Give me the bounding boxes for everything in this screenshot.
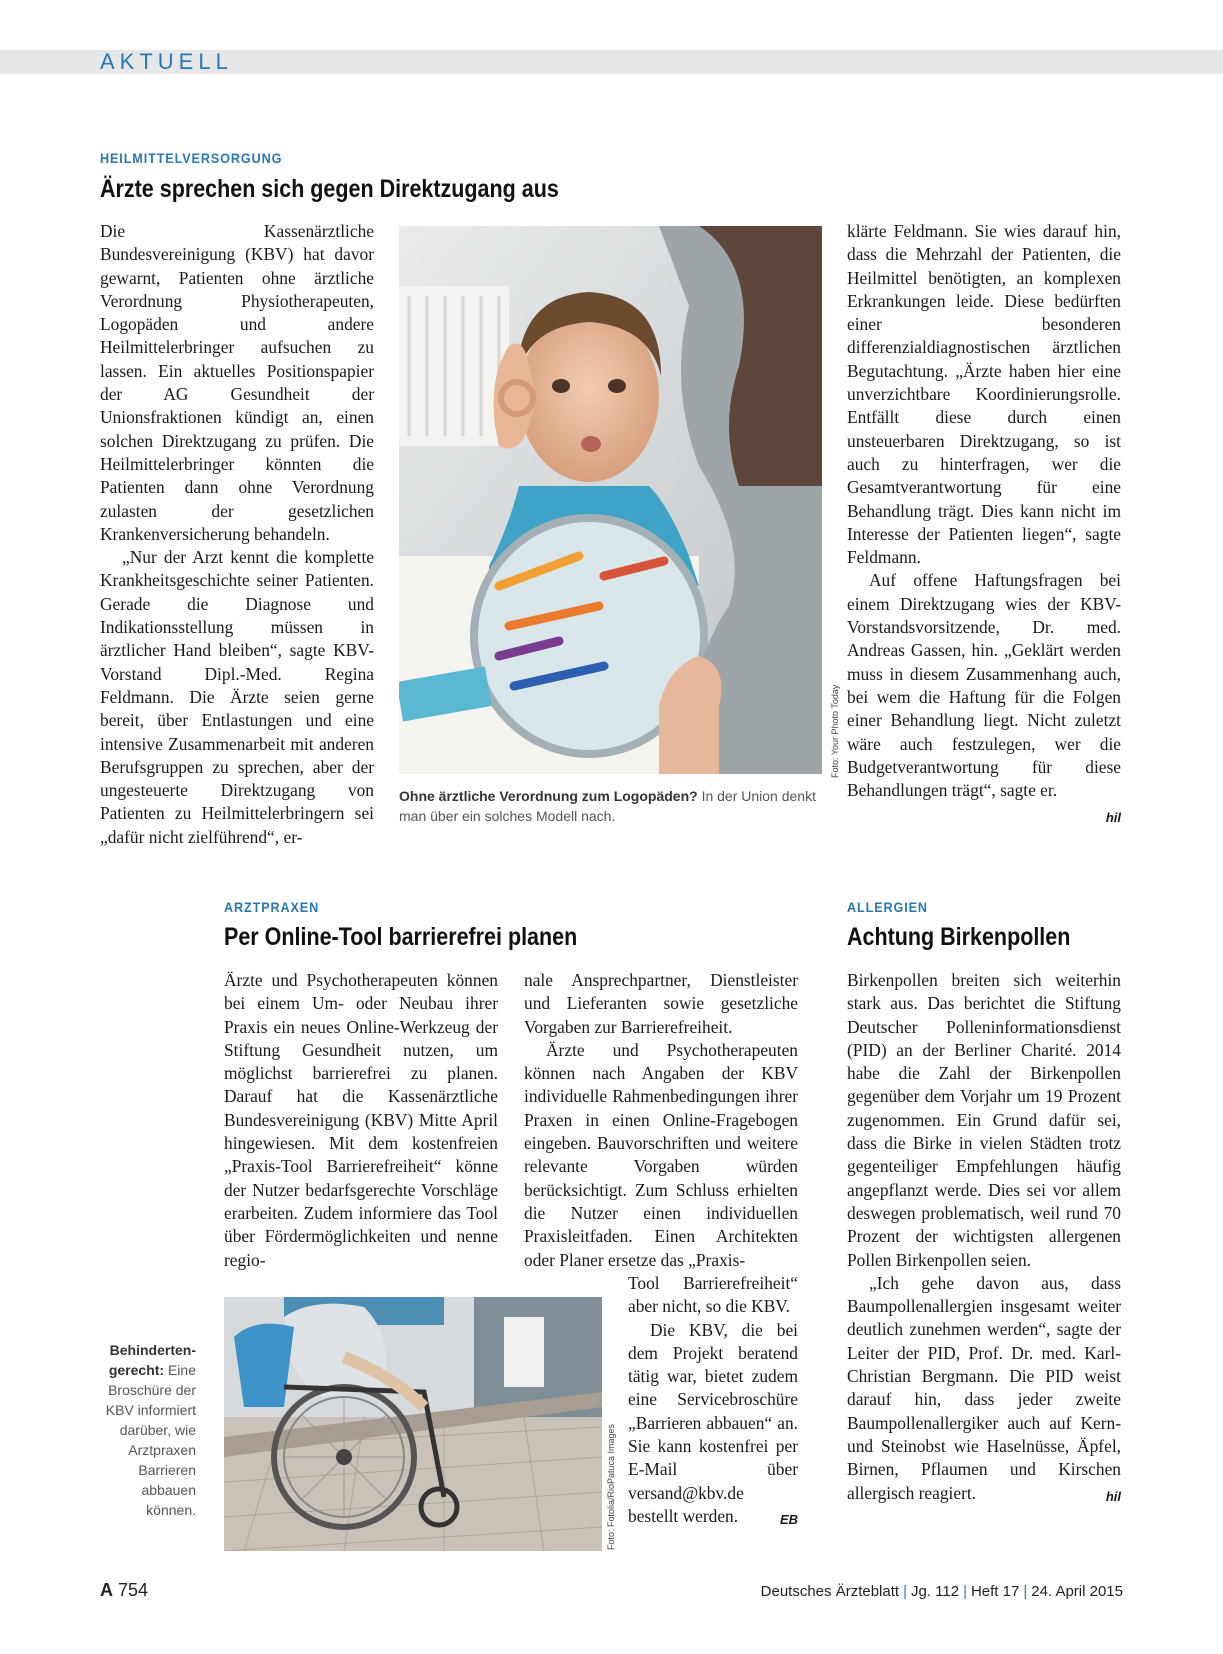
paragraph: Tool Barrierefreiheit“ aber nicht, so die KBV. (628, 1273, 798, 1317)
article2-photo-credit: Foto: Fotolia/RioPatuca Images (606, 1423, 616, 1550)
caption-bold: Behindertengerecht: (108, 1342, 196, 1378)
paragraph: Ärzte und Psychotherapeuten können nach Angaben der KBV individuelle Rahmenbedingungen ihrer Praxen in einen Online-Fragebogen eingeben. Bauvorschriften und weitere relevante Vorgaben würden berücksichtigt. Zum Schluss erhielten die Nutzer einen individuellen Praxisleitfaden. Einen Architekten oder Planer ersetze das „Praxis- (524, 1039, 798, 1270)
paragraph: „Nur der Arzt kennt die komplette Krankheitsgeschichte seiner Patienten. Gerade die Diagnose und Indikationsstellung müssen in ärztlicher Hand bleiben“, sagte KBV-Vorstand Dipl.-Med. Regina Feldmann. Die Ärzte seien gerne bereit, über Entlastungen und eine intensive Zusammenarbeit mit anderen Berufsgruppen zu sprechen, aber der ungesteuerte Direktzugang von Patienten zu Heilmittelerbringern sei „dafür nicht zielführend“, er- (100, 547, 374, 847)
article1-signature: hil (1105, 810, 1121, 826)
article3-signature: hil (1105, 1488, 1121, 1504)
caption-bold: Ohne ärztliche Verordnung zum Logopäden? (399, 788, 698, 804)
paragraph: Birkenpollen breiten sich weiterhin stark aus. Das berichtet die Stiftung Deutscher Polleninformationsdienst (PID) an der Berliner Charité. 2014 habe die Zahl der Birkenpollen gegenüber dem Vorjahr um 19 Prozent zugenommen. Ein Grund dafür sei, dass die Birke in vielen Städten trotz gegenteiliger Empfehlungen häufig angepflanzt werde. Dies sei vor allem deswegen problematisch, weil rund 70 Prozent der wichtigsten allergenen Pollen Birkenpollen seien. (847, 970, 1121, 1270)
article2-kicker: ARZTPRAXEN (224, 899, 320, 915)
child-mirror-photo (399, 226, 822, 774)
journal-info: Deutsches Ärzteblatt | Jg. 112 | Heft 17 | 24. April 2015 (760, 1583, 1123, 1600)
paragraph: Die KBV, die bei dem Projekt beratend tätig war, bietet zudem eine Servicebroschüre „Barrieren abbauen“ an. Sie kann kostenfrei per E-Mail über versand@kbv.de bestellt werden. (628, 1319, 798, 1526)
article3-col1 (847, 969, 1121, 1508)
article1-col1 (100, 220, 374, 849)
paragraph: nale Ansprechpartner, Dienstleister und Lieferanten sowie gesetzliche Vorgaben zur Barrierefreiheit. (524, 970, 798, 1037)
journal-issue: Heft 17 (970, 1583, 1020, 1600)
article3-kicker: ALLERGIEN (847, 899, 928, 915)
article3-headline: Achtung Birkenpollen (847, 923, 1071, 951)
wheelchair-photo (224, 1297, 602, 1551)
caption-text: In der Union denkt man über ein solches Modell nach. (399, 788, 816, 824)
article2-col3 (628, 1272, 798, 1532)
article1-photo-credit: Foto: Your Photo Today (830, 684, 840, 778)
article2-photo (224, 1297, 602, 1551)
article2-col1 (224, 969, 498, 1272)
journal-volume: Jg. 112 (910, 1583, 960, 1600)
page-number-value: 754 (118, 1580, 149, 1600)
section-label: AKTUELL (100, 49, 233, 74)
paragraph: Ärzte und Psychotherapeuten können bei einem Um- oder Neubau ihrer Praxis ein neues Online-Werkzeug der Stiftung Gesundheit nutzen, um möglichst barrierefrei zu planen. Darauf hat die Kassenärztliche Bundesvereinigung (KBV) Mitte April hingewiesen. Mit dem kostenfreien „Praxis-Tool Barrierefreiheit“ könne der Nutzer bedarfsgerechte Vorschläge erarbeiten. Zudem informiere das Tool über Fördermöglichkeiten und nenne regio- (224, 970, 498, 1270)
article2-caption (96, 1340, 196, 1520)
paragraph: Die Kassenärztliche Bundesvereinigung (KBV) hat davor gewarnt, Patienten ohne ärztliche Verordnung Physiotherapeuten, Logopäden und andere Heilmittelerbringer aufsuchen zu lassen. Ein aktuelles Positionspapier der AG Gesundheit der Unionsfraktionen kündigt an, einen solchen Direktzugang zu prüfen. Die Heilmittelerbringer könnten die Patienten dann ohne Verordnung zulasten der gesetzlichen Krankenversicherung behandeln. (100, 221, 374, 544)
article2-col2 (524, 969, 798, 1272)
paragraph: „Ich gehe davon aus, dass Baumpollenallergien insgesamt weiter deutlich zunehmen werden“, sagte der Leiter der PID, Prof. Dr. med. Karl-Christian Bergmann. Die PID weist darauf hin, dass jeder zweite Baumpollenallergiker auch auf Kern- und Steinobst wie Haselnüsse, Äpfel, Birnen, Pflaumen und Kirschen allergisch reagiert. (847, 1272, 1121, 1503)
article1-headline: Ärzte sprechen sich gegen Direktzugang aus (100, 175, 559, 203)
article2-headline: Per Online-Tool barrierefrei planen (224, 923, 578, 951)
journal-date: 24. April 2015 (1031, 1583, 1123, 1600)
article2-signature: EB (779, 1512, 798, 1528)
page-prefix: A (100, 1580, 113, 1600)
article1-kicker: HEILMITTELVERSORGUNG (100, 150, 283, 166)
paragraph: klärte Feldmann. Sie wies darauf hin, dass die Mehrzahl der Patienten, die Heilmittel benötigten, an komplexen Erkrankungen leide. Diese bedürften einer besonderen differenzialdiagnostischen ärztlichen Begutachtung. „Ärzte haben hier eine unverzichtbare Koordinierungsrolle. Entfällt diese durch einen unsteuerbaren Direktzugang, so ist auch zu hinterfragen, wer die Gesamtverantwortung für eine Behandlung trägt. Dies kann nicht im Interesse der Patienten liegen“, sagte Feldmann. (847, 221, 1121, 568)
article1-col2 (847, 220, 1121, 830)
article1-photo (399, 226, 822, 774)
caption-text: Eine Broschüre der KBV informiert darüber, wie Arztpraxen Barrieren abbauen können. (105, 1362, 196, 1518)
paragraph: Auf offene Haftungsfragen bei einem Direktzugang wies der KBV-Vorstandsvorsitzende, Dr. med. Andreas Gassen, hin. „Geklärt werden muss in diesem Zusammenhang auch, bei wem die Haftung für die Folgen einer Behandlung liegt. Nicht zuletzt wäre auch festzulegen, wer die Budgetverantwortung für diese Behandlungen trägt“, sagte er. (847, 570, 1121, 801)
page-number (100, 1580, 148, 1601)
journal-name: Deutsches Ärzteblatt (760, 1583, 900, 1600)
article1-caption (399, 786, 824, 826)
